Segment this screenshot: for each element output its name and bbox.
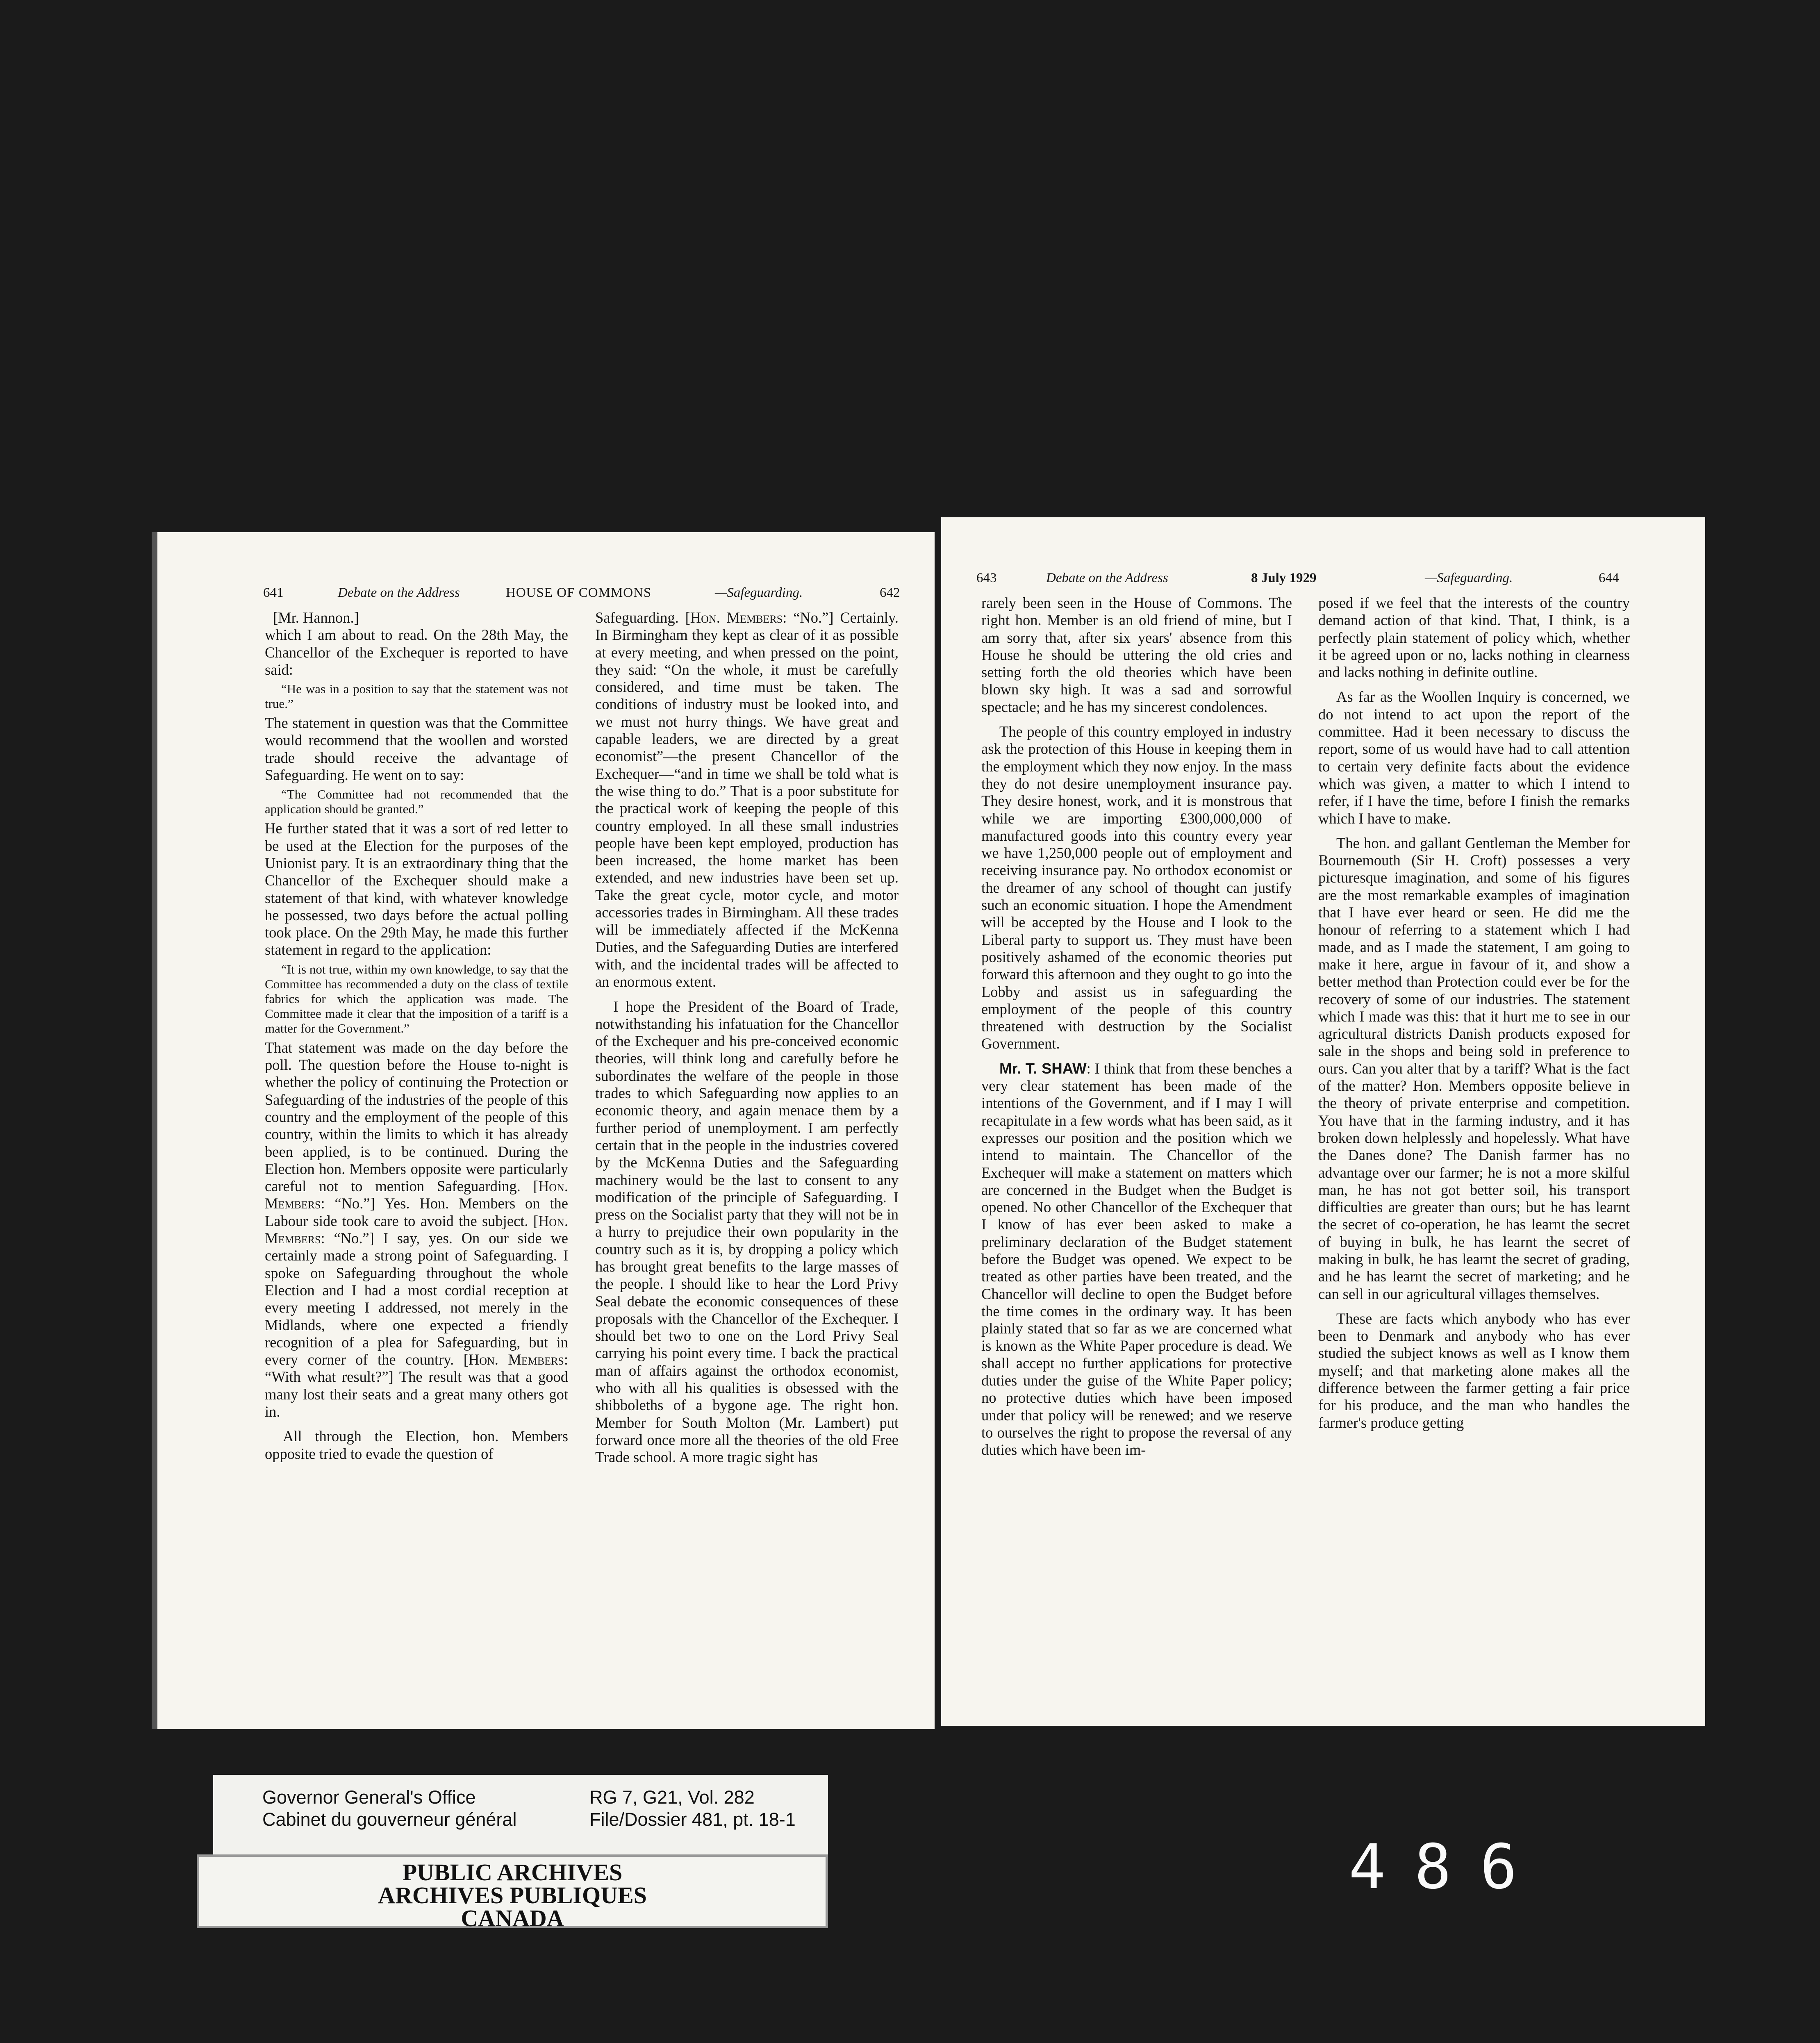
running-head-left: Debate on the Address (338, 585, 460, 600)
running-head-left: Debate on the Address (1046, 571, 1168, 585)
paragraph: Safeguarding. [Hon. Members: “No.”] Certainly. In Birmingham they kept as clear of it as possible at every meeting, and when pressed on the point, they said: “On the whole, it must be carefully considered, and time must be taken. The conditions of industry must be looked into, and we must not hurry things. We have great and capable leaders, we are directed by a great economist”—the present Chancellor of the Exchequer—“and in time we shall be told what is the wise thing to do.” That is a poor substitute for the practical work of keeping the people of this country employed. In all these small industries people have been kept employed, production has been increased, the home market has been extended, and new industries have been set up. Take the great cycle, motor cycle, and motor accessories trades in Birmingham. All these trades will be immediately affected if the McKenna Duties, and the Safeguarding Duties are interfered with, and the incidental trades will be affected to an enormous extent. (595, 609, 899, 990)
speaker-name: Mr. T. SHAW (999, 1060, 1087, 1077)
right-page (941, 517, 1705, 1726)
paragraph: That statement was made on the day before the poll. The question before the House to-night is whether the policy of continuing the Protection or Safeguarding of the industries of the people of this country and the employment of the people of this country, within the limits to which it has already been applied, is to be continued. During the Election hon. Members opposite were particularly careful not to mention Safeguarding. [Hon. Members: “No.”] Yes. Hon. Members on the Labour side took care to avoid the subject. [Hon. Members: “No.”] I say, yes. On our side we certainly made a strong point of Safeguarding. I spoke on Safeguarding throughout the whole Election and I had a most cordial reception at every meeting I addressed, not merely in the Midlands, where one expected a friendly recognition of a plea for Safeguarding, but in every corner of the country. [Hon. Members: “With what result?”] The result was that a good many lost their seats and a great many others got in. (265, 1039, 568, 1420)
left-page-header (157, 585, 935, 610)
paragraph: All through the Election, hon. Members opposite tried to evade the question of (265, 1428, 568, 1462)
quotation: “He was in a position to say that the statement was not true.” (265, 682, 568, 711)
running-head-right: —Safeguarding. (715, 585, 803, 600)
paragraph: Mr. T. SHAW: I think that from these benches a very clear statement has been made of the intentions of the Government, and if I may I will recapitulate in a few words what has been said, as it expresses our position and the position which we intend to maintain. The Chancellor of the Exchequer will make a statement on matters which are concerned in the Budget when the Budget is opened. No other Chancellor of the Exchequer that I know of has ever been asked to make a preliminary declaration of the Budget statement before the Budget was opened. We expect to be treated as other parties have been treated, and the Chancellor will decline to open the Budget before the time comes in the ordinary way. It has been plainly stated that so far as we are concerned what is known as the White Paper procedure is dead. We shall accept no further applications for protective duties under the guise of the White Paper policy; no protective duties which have been imposed under that policy will be renewed; and we reserve to ourselves the right to propose the reversal of any duties which have been im- (981, 1060, 1292, 1458)
paragraph: The hon. and gallant Gentleman the Member for Bournemouth (Sir H. Croft) possesses a very picturesque imagination, and some of his figures are the most remarkable examples of imagination that I have ever heard or seen. He did me the honour of referring to a statement which I had made, and as I made the statement, I am going to make it here, argue in favour of it, and show a better method than Protection could ever be for the recovery of some of our industries. The statement which I made was this: that it hurt me to see in our agricultural districts Danish products exposed for sale in the shops and being sold in preference to ours. Can you alter that by a tariff? What is the fact of the matter? Hon. Members opposite believe in the theory of private enterprise and competition. You have that in the farming industry, and it has broken down helplessly and hopelessly. What have the Danes done? The Danish farmer has no advantage over our farmer; he is not a more skilful man, he has not got better soil, his transport difficulties are greater than ours; but he has learnt the secret of co-operation, he has learnt the secret of buying in bulk, he has learnt the secret of making in bulk, he has learnt the secret of grading, and he has learnt the secret of marketing; and he can sell in our agricultural villages themselves. (1318, 834, 1630, 1302)
office-english: Governor General's Office (262, 1787, 476, 1808)
speaker-reference: [Mr. Hannon.] (273, 609, 359, 626)
running-head-house: HOUSE OF COMMONS (506, 585, 652, 600)
stamp-line-1: PUBLIC ARCHIVES (402, 1859, 623, 1886)
left-page (152, 532, 935, 1729)
record-group: RG 7, G21, Vol. 282 (589, 1787, 755, 1808)
paragraph: rarely been seen in the House of Commons. The right hon. Member is an old friend of mine, but I am sorry that, after six years' absence from this House he should be uttering the old cries and setting forth the old theories which have been blown sky high. It was a sad and sorrowful spectacle; and he has my sincerest condolences. (981, 594, 1292, 715)
page-number-644: 644 (1599, 571, 1619, 585)
stamp-line-2: ARCHIVES PUBLIQUES (378, 1882, 647, 1909)
running-head-date: 8 July 1929 (1251, 571, 1317, 585)
running-head-right: —Safeguarding. (1425, 571, 1513, 585)
right-page-header (941, 571, 1705, 595)
paragraph: I hope the President of the Board of Trade, notwithstanding his infatuation for the Chancellor of the Exchequer and his pre-conceived economic theories, will think long and carefully before he subordinates the welfare of the people in those trades to which Safeguarding now applies to an economic theory, and again menace them by a further period of unemployment. I am perfectly certain that in the people in the industries covered by the McKenna Duties and the Safeguarding machinery would be the last to consent to any modification of the principle of Safeguarding. I press on the Socialist party that they will not be in a hurry to prejudice their own popularity in the country such as it is, by dropping a policy which has brought great benefits to the large masses of the people. I should like to hear the Lord Privy Seal debate the economic consequences of these proposals with the Chancellor of the Exchequer. I should bet two to one on the Lord Privy Seal carrying his point every time. I back the practical man of affairs against the orthodox economist, who with all his qualities is obsessed with the shibboleths of a bygone age. The right hon. Member for South Molton (Mr. Lambert) put forward once more all the theories of the old Free Trade school. A more tragic sight has (595, 998, 899, 1466)
paragraph: posed if we feel that the interests of the country demand action of that kind. That, I think, is a perfectly plain statement of policy which, whether it be agreed upon or no, lacks nothing in clearness and lacks nothing in definite outline. (1318, 594, 1630, 681)
paragraph: The people of this country employed in industry ask the protection of this House in keeping them in the employment which they now enjoy. In the mass they do not desire unemployment insurance pay. They desire honest, work, and it is monstrous that while we are importing £300,000,000 of manufactured goods into this country every year we have 1,250,000 people out of employment and receiving insurance pay. No orthodox economist or the dreamer of any school of thought can justify such an economic situation. I hope the Amendment will be accepted by the House and I look to the Liberal party to support us. They must have been positively ashamed of the economic theories put forward this afternoon and they ought to go into the Lobby and assist us in safeguarding the employment of the people of this country threatened with destruction by the Socialist Government. (981, 723, 1292, 1052)
office-names (262, 1786, 516, 1831)
page-number-643: 643 (976, 571, 997, 585)
right-column-2 (1318, 594, 1630, 1431)
public-archives-stamp (197, 1854, 828, 1932)
file-reference (589, 1786, 796, 1831)
frame-number: 486 (1349, 1831, 1546, 1903)
page-number-641: 641 (263, 585, 284, 600)
paragraph: The statement in question was that the Committee would recommend that the woollen and worsted trade should receive the advantage of Safeguarding. He went on to say: (265, 714, 568, 784)
paragraph: which I am about to read. On the 28th May, the Chancellor of the Exchequer is reported to have said: (265, 626, 568, 678)
left-column-2 (595, 609, 899, 1466)
quotation: “The Committee had not recommended that the application should be granted.” (265, 787, 568, 817)
office-french: Cabinet du gouverneur général (262, 1809, 517, 1830)
paragraph: He further stated that it was a sort of red letter to be used at the Election for the purposes of the Unionist pary. It is an extraordinary thing that the Chancellor of the Exchequer should make a statement of that kind, with whatever knowledge he possessed, two days before the actual polling took place. On the 29th May, he made this further statement in regard to the application: (265, 820, 568, 958)
file-dossier: File/Dossier 481, pt. 18-1 (589, 1809, 796, 1830)
quotation: “It is not true, within my own knowledge, to say that the Committee has recommended a duty on the class of textile fabrics for which the application was made. The Committee made it clear that the imposition of a tariff is a matter for the Government.” (265, 962, 568, 1035)
page-number-642: 642 (880, 585, 900, 600)
paragraph: As far as the Woollen Inquiry is concerned, we do not intend to act upon the report of the committee. Had it been necessary to discuss the report, some of us would have had to call attention to certain very definite facts about the evidence which was given, a matter to which I intend to refer, if I have the time, before I finish the remarks which I have to make. (1318, 688, 1630, 827)
right-column-1 (981, 594, 1292, 1459)
paragraph: These are facts which anybody who has ever been to Denmark and anybody who has ever studied the subject knows as well as I know them myself; and that marketing alone makes all the difference between the farmer getting a fair price for his produce, and the man who handles the farmer's produce getting (1318, 1310, 1630, 1431)
left-column-1 (265, 609, 568, 1463)
stamp-line-3: CANADA (461, 1905, 564, 1932)
